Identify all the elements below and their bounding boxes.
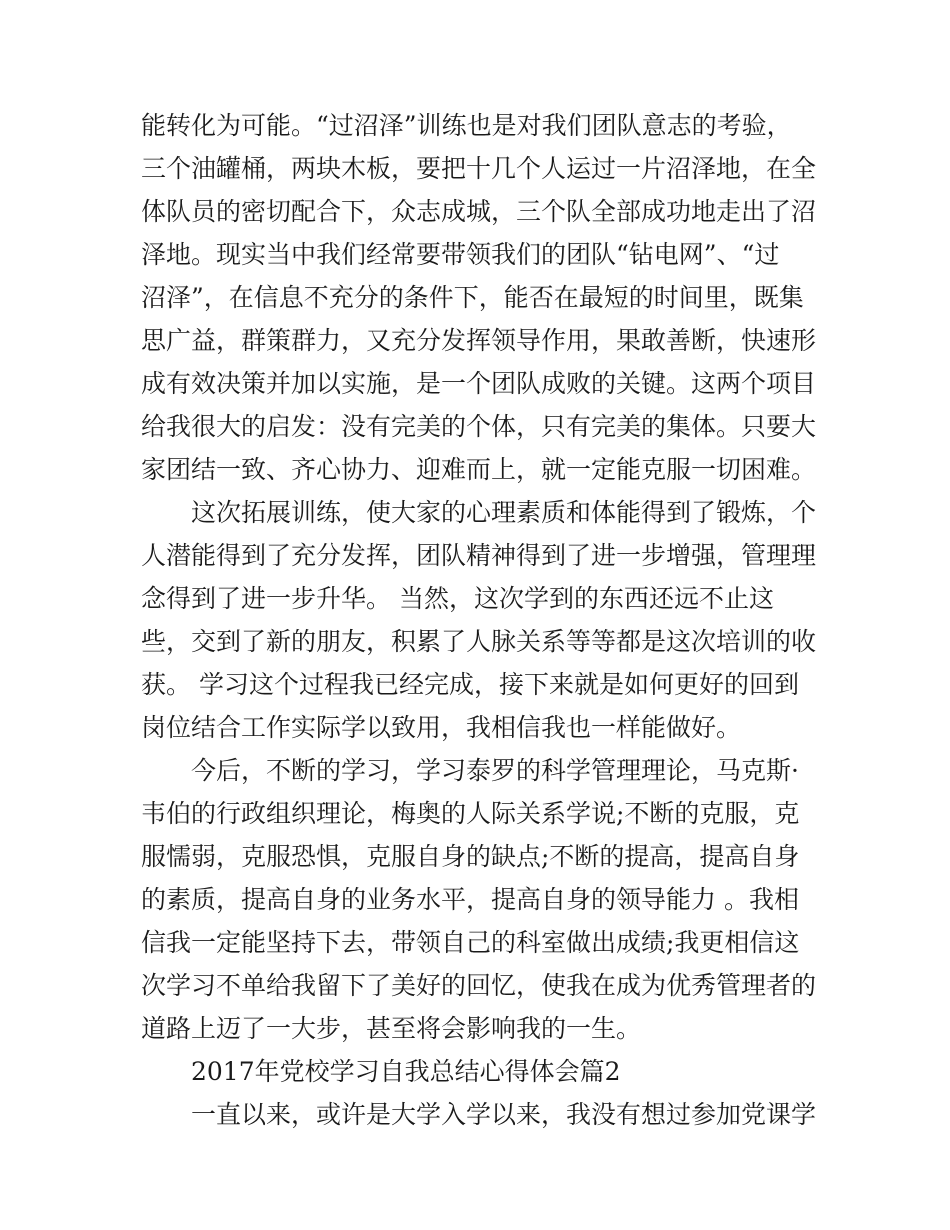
text-line: 信我一定能坚持下去，带领自己的科室做出成绩;我更相信这 <box>141 928 800 957</box>
text-line: 思广益，群策群力，又充分发挥领导作用，果敢善断，快速形 <box>141 326 817 355</box>
text-line: 一直以来，或许是大学入学以来，我没有想过参加党课学 <box>191 1100 817 1129</box>
text-line: 成有效决策并加以实施，是一个团队成败的关键。这两个项目 <box>141 369 817 398</box>
text-line: 今后，不断的学习，学习泰罗的科学管理理论，马克斯· <box>191 756 799 785</box>
text-line: 的素质，提高自身的业务水平，提高自身的领导能力 。我相 <box>141 885 799 914</box>
text-line: 岗位结合工作实际学以致用，我相信我也一样能做好。 <box>141 713 742 742</box>
text-line: 给我很大的启发：没有完美的个体，只有完美的集体。只要大 <box>141 412 817 441</box>
text-line: 道路上迈了一大步，甚至将会影响我的一生。 <box>141 1014 642 1043</box>
text-line: 服懦弱，克服恐惧，克服自身的缺点;不断的提高，提高自身 <box>141 842 800 871</box>
text-line: 能转化为可能。“过沼泽”训练也是对我们团队意志的考验， <box>141 111 792 140</box>
text-line: 家团结一致、齐心协力、迎难而上，就一定能克服一切困难。 <box>141 455 817 484</box>
text-line: 体队员的密切配合下，众志成城，三个队全部成功地走出了沼 <box>141 197 817 226</box>
text-line: 三个油罐桶，两块木板，要把十几个人运过一片沼泽地，在全 <box>141 154 817 183</box>
paragraph-5 <box>141 1093 816 1136</box>
paragraph-2 <box>141 491 816 749</box>
section-heading <box>141 1050 816 1093</box>
text-line: 韦伯的行政组织理论，梅奥的人际关系学说;不断的克服，克 <box>141 799 800 828</box>
document-body <box>141 104 816 1136</box>
text-line: 获。 学习这个过程我已经完成，接下来就是如何更好的回到 <box>141 670 799 699</box>
paragraph-3 <box>141 749 816 1050</box>
section-heading-text: 2017年党校学习自我总结心得体会篇2 <box>191 1057 621 1086</box>
text-line: 泽地。现实当中我们经常要带领我们的团队“钻电网”、“过 <box>141 240 780 269</box>
text-line: 念得到了进一步升华。 当然，这次学到的东西还远不止这 <box>141 584 774 613</box>
text-line: 人潜能得到了充分发挥，团队精神得到了进一步增强，管理理 <box>141 541 817 570</box>
text-line: 次学习不单给我留下了美好的回忆，使我在成为优秀管理者的 <box>141 971 817 1000</box>
text-line: 这次拓展训练，使大家的心理素质和体能得到了锻炼，个 <box>191 498 817 527</box>
paragraph-1 <box>141 104 816 491</box>
text-line: 些，交到了新的朋友，积累了人脉关系等等都是这次培训的收 <box>141 627 817 656</box>
text-line: 沼泽”，在信息不充分的条件下，能否在最短的时间里，既集 <box>141 283 804 312</box>
